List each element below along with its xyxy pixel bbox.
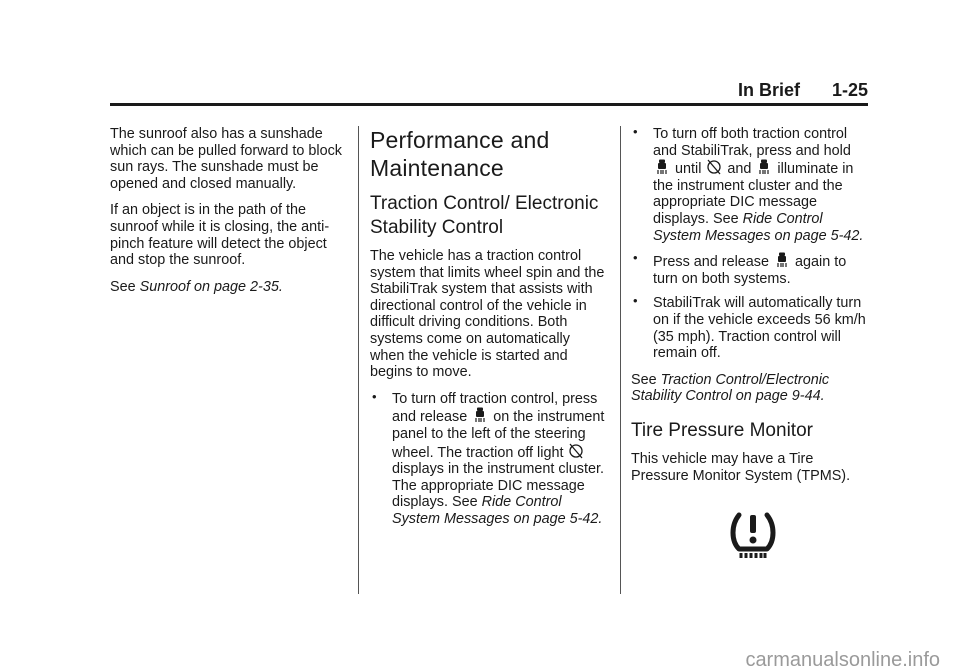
traction-button-icon xyxy=(757,159,771,175)
traction-off-light-icon xyxy=(707,159,721,175)
traction-button-icon xyxy=(655,159,669,175)
column-2 xyxy=(370,126,608,538)
traction-button-icon xyxy=(473,407,487,423)
column-3 xyxy=(631,126,871,494)
tpms-heading: Tire Pressure Monitor xyxy=(631,419,813,441)
watermark: carmanualsonline.info xyxy=(745,649,940,671)
ride-control-link[interactable]: Ride Control System Messages on page 5-42. xyxy=(653,210,864,244)
traction-heading: Traction Control/ Electronic Stability Control xyxy=(370,193,599,238)
list-item: • To turn off traction control, press and release on the instrument panel to the left of the steering wheel. The traction off light displays in the instrument cluster. The appropriate DIC message displays. See Ride Control System Messages on page 5-42. xyxy=(370,391,608,528)
list-item: • StabiliTrak will automatically turn on if the vehicle exceeds 56 km/h (35 mph). Traction control will remain off. xyxy=(631,295,871,361)
tpms-paragraph: This vehicle may have a Tire Pressure Monitor System (TPMS). xyxy=(631,450,851,484)
page-header xyxy=(110,78,868,106)
sunroof-link[interactable]: Sunroof on page 2-35. xyxy=(139,278,283,295)
traction-off-light-icon xyxy=(569,443,583,459)
traction-control-link[interactable]: Traction Control/Electronic Stability Control on page 9-44. xyxy=(631,371,830,405)
column-1 xyxy=(110,126,348,305)
stabilitrak-bullets xyxy=(631,126,871,362)
anti-pinch-paragraph: If an object is in the path of the sunroof while it is closing, the anti-pinch feature will detect the object and stop the sunroof. xyxy=(110,202,330,269)
traction-bullets xyxy=(370,391,608,528)
traction-button-icon xyxy=(775,252,789,268)
traction-reference: See Traction Control/Electronic Stability Control on page 9-44. xyxy=(631,371,830,405)
sunshade-paragraph: The sunroof also has a sunshade which can be pulled forward to block sun rays. The sunshade must be opened and closed manually. xyxy=(110,126,342,192)
traction-intro-paragraph: The vehicle has a traction control system that limits wheel spin and the StabiliTrak system that assists with directional control of the vehicle in difficult driving conditions. Both systems come on automatically when the vehicle is started and begins to move. xyxy=(370,248,605,381)
column-divider-1 xyxy=(358,126,359,594)
tpms-warning-icon xyxy=(727,507,779,559)
header-rule xyxy=(110,103,868,106)
list-item: • To turn off both traction control and StabiliTrak, press and hold until and illuminate in the instrument cluster and the appropriate DIC message displays. See Ride Control System Messages on page 5-42. xyxy=(631,126,871,244)
section-heading: Performance and Maintenance xyxy=(370,127,550,181)
page-number: 1-25 xyxy=(831,80,868,100)
section-title: In Brief xyxy=(737,80,800,100)
sunroof-reference: See Sunroof on page 2-35. xyxy=(110,278,283,295)
ride-control-link[interactable]: Ride Control System Messages on page 5-42. xyxy=(392,494,603,527)
column-divider-2 xyxy=(620,126,621,594)
list-item: • Press and release again to turn on both systems. xyxy=(631,252,871,287)
